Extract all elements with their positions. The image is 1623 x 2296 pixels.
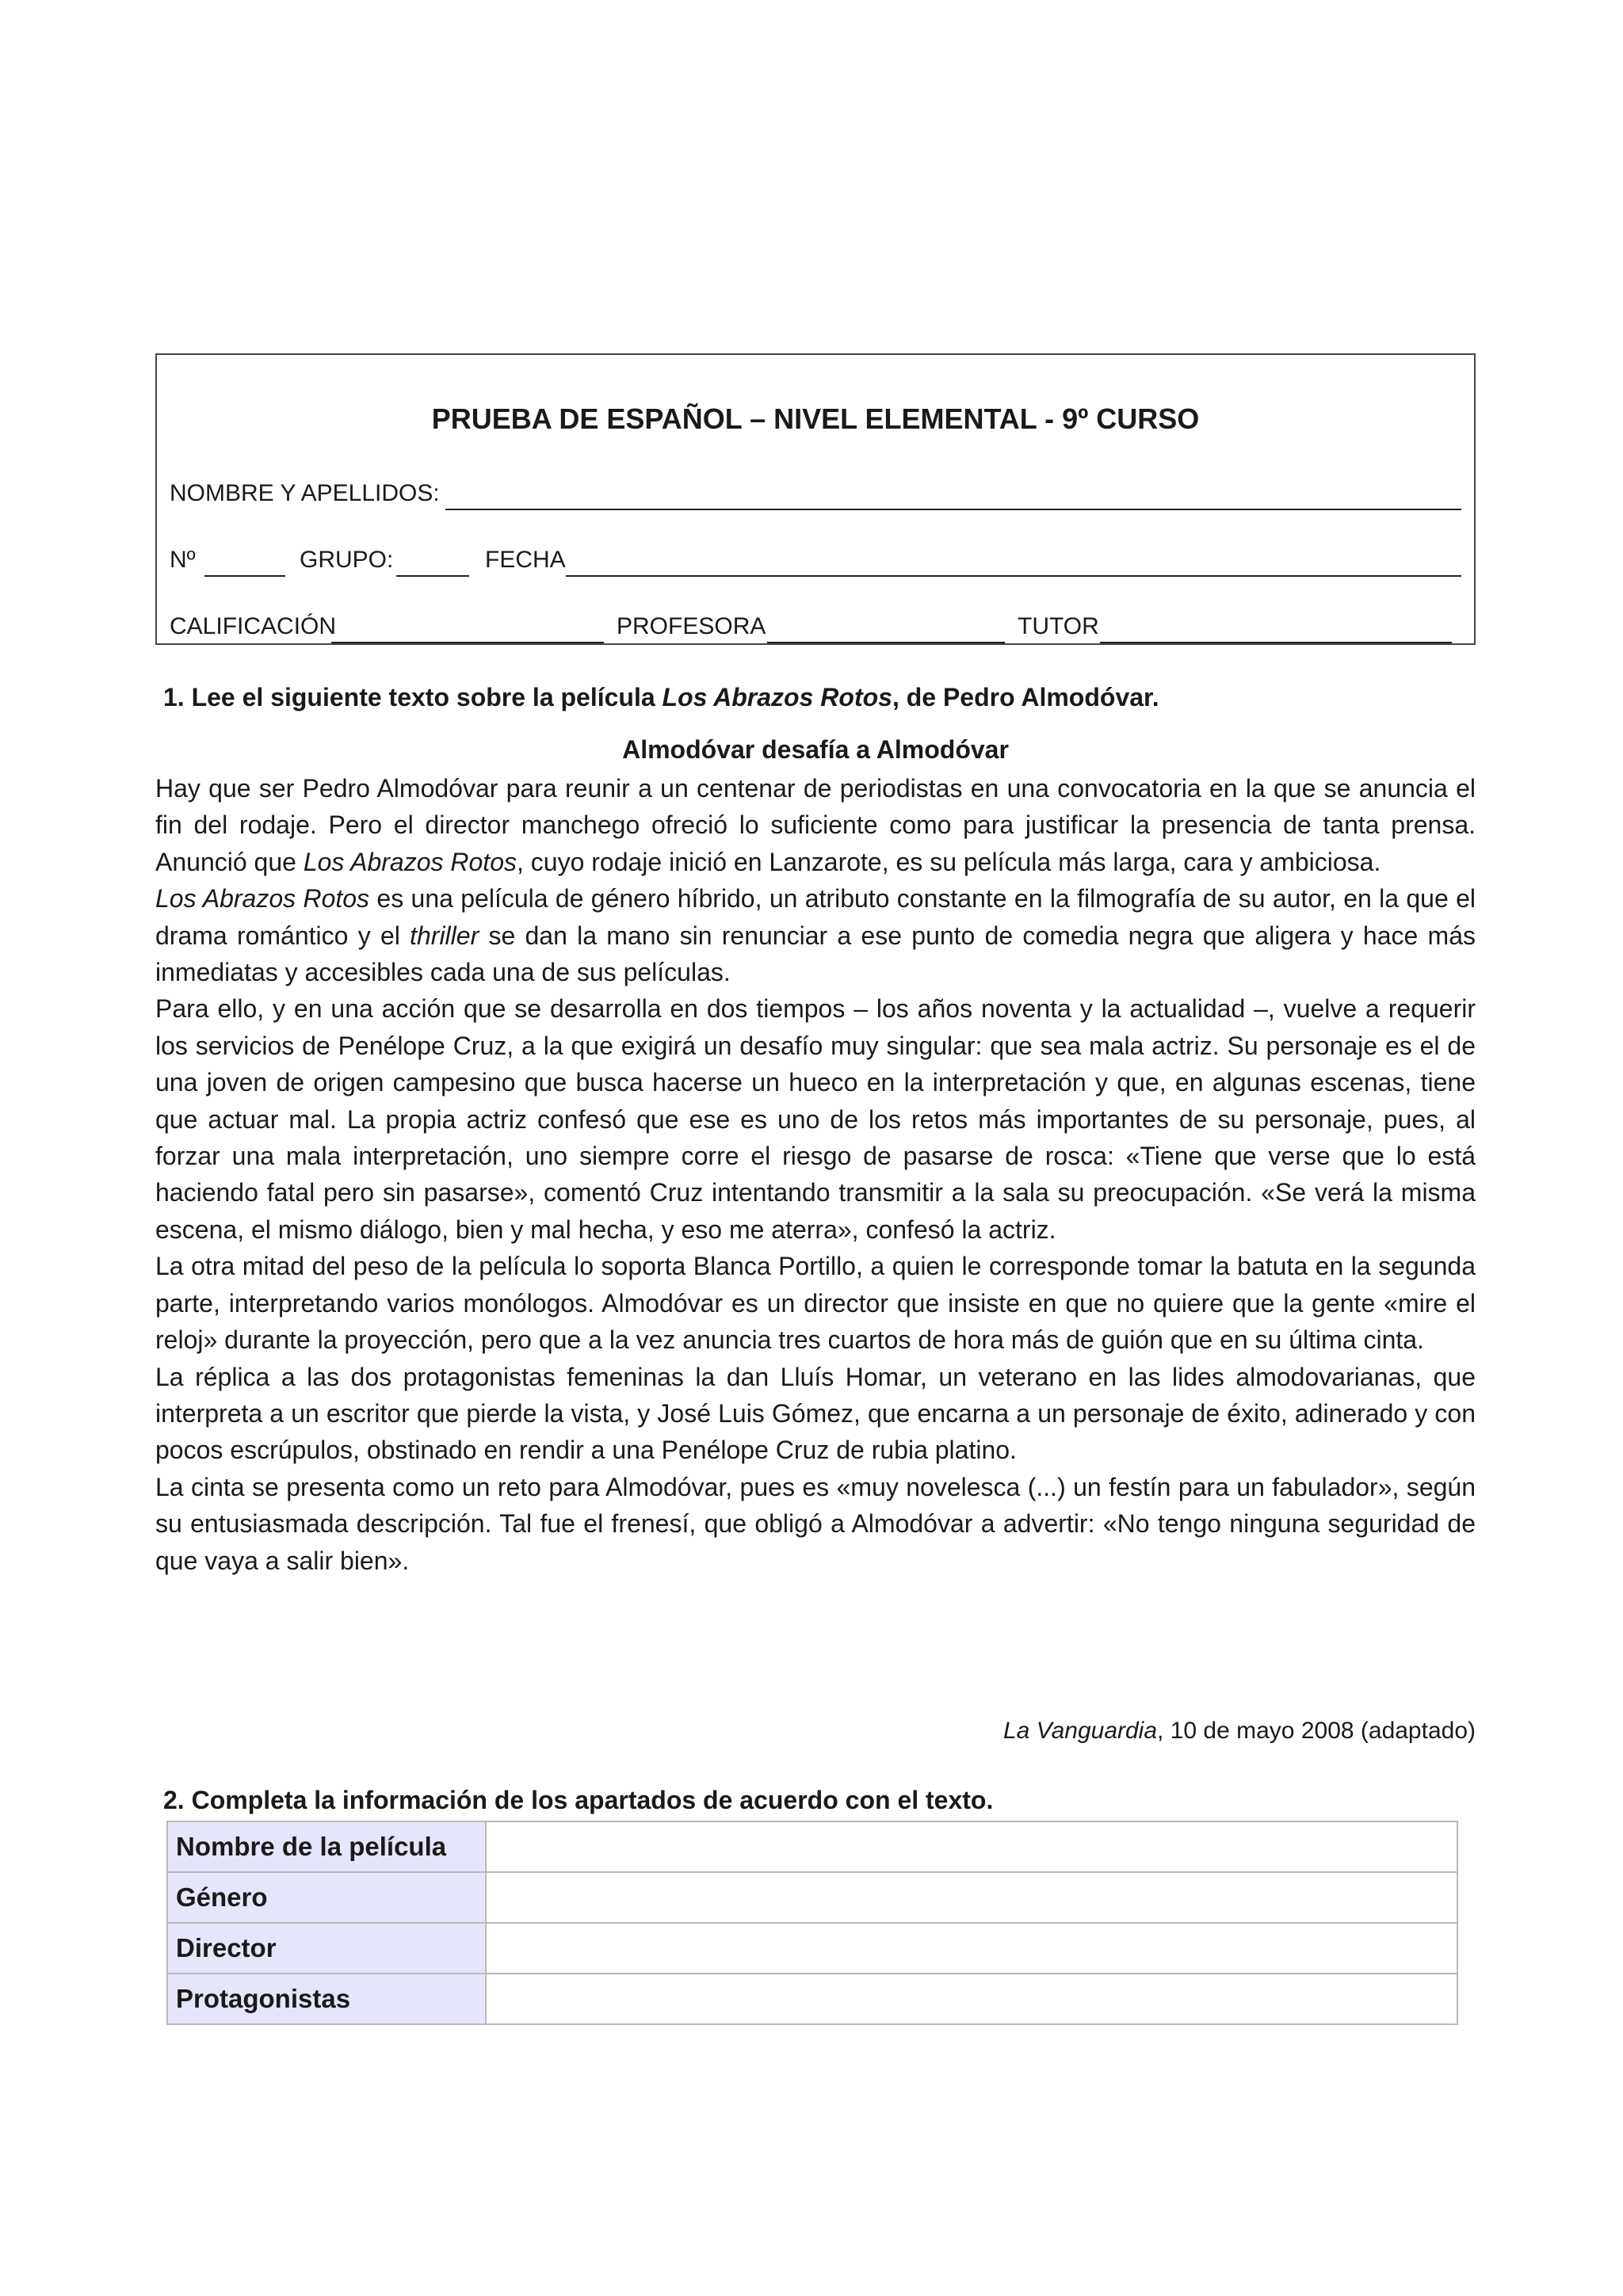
question-2-title: 2. Completa la información de los apartados de acuerdo con el texto. — [163, 1786, 994, 1814]
date-label: FECHA — [485, 547, 566, 573]
answer-table — [166, 1821, 1458, 2025]
article-title: Almodóvar desafía a Almodóvar — [622, 735, 1009, 764]
teacher-label: PROFESORA — [617, 613, 766, 639]
article-paragraph: Los Abrazos Rotos es una película de género híbrido, un atributo constante en la filmografía de su autor, en la que el drama romántico y el thriller se dan la mano sin renunciar a ese punto de comedia negra que aligera y hace más inmediatas y accesibles cada una de sus películas. — [155, 884, 1476, 987]
number-label: Nº — [170, 547, 196, 573]
row-label-film-name: Nombre de la película — [167, 1821, 486, 1872]
article-paragraph: La cinta se presenta como un reto para Almodóvar, pues es «muy novelesca (...) un festín para un fabulador», según su entusiasmada descripción. Tal fue el frenesí, que obligó a Almodóvar a advertir: «No tengo ninguna seguridad de que vaya a salir bien». — [155, 1472, 1476, 1575]
answer-cell-film-name[interactable] — [486, 1821, 1457, 1872]
answer-cell-director[interactable] — [486, 1923, 1457, 1974]
number-field[interactable] — [204, 575, 285, 577]
date-field[interactable] — [566, 575, 1461, 577]
row-label-genre: Género — [167, 1872, 486, 1923]
answer-cell-genre[interactable] — [486, 1872, 1457, 1923]
row-label-protagonists: Protagonistas — [167, 1974, 486, 2024]
teacher-field[interactable] — [767, 642, 1005, 643]
grade-field[interactable] — [331, 642, 604, 643]
group-field[interactable] — [396, 575, 469, 577]
article-paragraph: Para ello, y en una acción que se desarrolla en dos tiempos – los años noventa y la actualidad –, vuelve a requerir los servicios de Penélope Cruz, a la que exigirá un desafío muy singular: que sea mala actriz. Su personaje es el de una joven de origen campesino que busca hacerse un hueco en la interpretación y que, en algunas escenas, tiene que actuar mal. La propia actriz confesó que ese es uno de los retos más importantes de su personaje, pues, al forzar una mala interpretación, uno siempre corre el riesgo de pasarse de rosca: «Tiene que verse que lo está haciendo fatal pero sin pasarse», comentó Cruz intentando transmitir a la sala su preocupación. «Se verá la misma escena, el mismo diálogo, bien y mal hecha, y eso me aterra», confesó la actriz. — [155, 994, 1476, 1244]
table-row — [167, 1821, 1457, 1872]
article-paragraph: La otra mitad del peso de la película lo soporta Blanca Portillo, a quien le corresponde tomar la batuta en la segunda parte, interpretando varios monólogos. Almodóvar es un director que insiste en que no quiere que la gente «mire el reloj» durante la proyección, pero que a la vez anuncia tres cuartos de hora más de guión que en su última cinta. — [155, 1252, 1476, 1355]
article-body — [155, 770, 1476, 1579]
row-label-director: Director — [167, 1923, 486, 1974]
name-label: NOMBRE Y APELLIDOS: — [170, 480, 440, 506]
group-label: GRUPO: — [300, 547, 394, 573]
grade-label: CALIFICACIÓN — [170, 613, 337, 639]
question-1-title: 1. Lee el siguiente texto sobre la película Los Abrazos Rotos, de Pedro Almodóvar. — [163, 683, 1159, 711]
tutor-label: TUTOR — [1018, 613, 1099, 639]
table-row — [167, 1872, 1457, 1923]
name-field[interactable] — [445, 509, 1461, 510]
tutor-field[interactable] — [1100, 642, 1452, 643]
answer-cell-protagonists[interactable] — [486, 1974, 1457, 2024]
article-paragraph: La réplica a las dos protagonistas femeninas la dan Lluís Homar, un veterano en las lides almodovarianas, que interpreta a un escritor que pierde la vista, y José Luis Gómez, que encarna a un personaje de éxito, adinerado y con pocos escrúpulos, obstinado en rendir a una Penélope Cruz de rubia platino. — [155, 1362, 1476, 1465]
table-row — [167, 1923, 1457, 1974]
article-paragraph: Hay que ser Pedro Almodóvar para reunir a un centenar de periodistas en una convocatoria en la que se anuncia el fin del rodaje. Pero el director manchego ofreció lo suficiente como para justificar la presencia de tanta prensa. Anunció que Los Abrazos Rotos, cuyo rodaje inició en Lanzarote, es su película más larga, cara y ambiciosa. — [155, 774, 1476, 876]
exam-title: PRUEBA DE ESPAÑOL – NIVEL ELEMENTAL - 9º CURSO — [431, 402, 1200, 435]
article-source: La Vanguardia, 10 de mayo 2008 (adaptado) — [1002, 1718, 1476, 1744]
table-row — [167, 1974, 1457, 2024]
exam-header — [155, 353, 1476, 645]
